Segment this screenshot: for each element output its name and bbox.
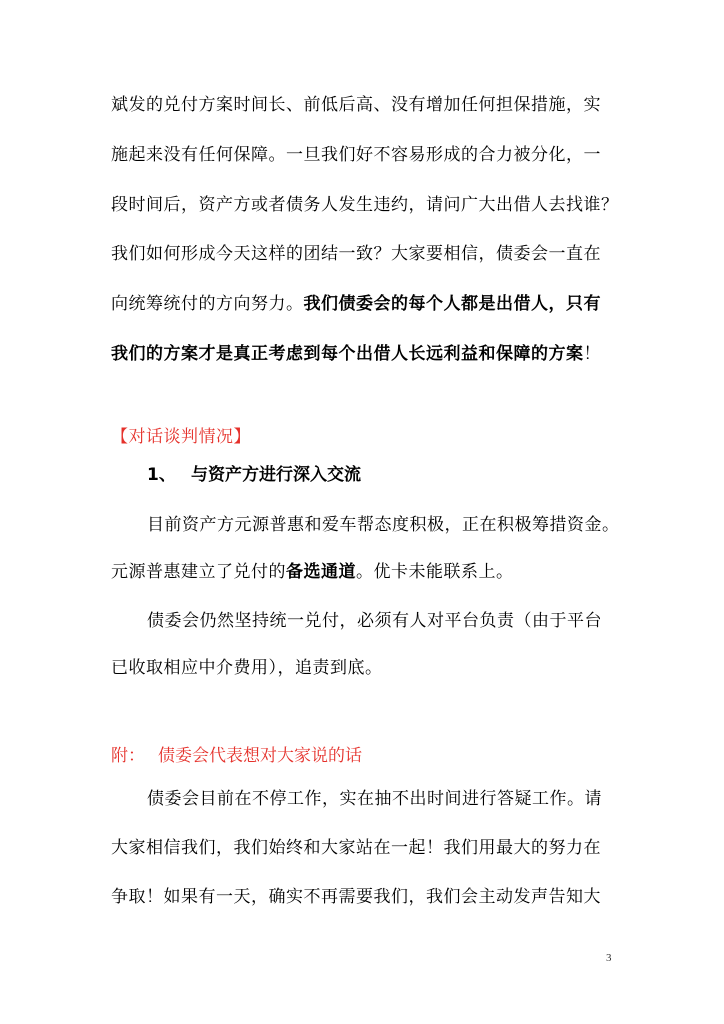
paragraph-text: 元源普惠建立了兑付的 <box>111 562 286 582</box>
paragraph-line <box>111 560 514 584</box>
paragraph-line: 我们如何形成今天这样的团结一致？大家要相信，债委会一直在 <box>111 244 601 264</box>
emphasis-text: 我们债委会的每个人都是出借人，只有 <box>303 294 601 314</box>
emphasis-text: 备选通道 <box>286 562 356 582</box>
paragraph-line: 债委会目前在不停工作，实在抽不出时间进行答疑工作。请 <box>147 789 602 809</box>
page-number: 3 <box>606 952 612 964</box>
paragraph-text: ！ <box>583 344 601 364</box>
section-title: 【对话谈判情况】 <box>111 427 251 447</box>
paragraph-line: 大家相信我们，我们始终和大家站在一起！我们用最大的努力在 <box>111 838 601 858</box>
paragraph-line: 债委会仍然坚持统一兑付，必须有人对平台负责（由于平台 <box>147 611 602 631</box>
appendix-title: 债委会代表想对大家说的话 <box>158 746 362 766</box>
paragraph-line: 目前资产方元源普惠和爱车帮态度积极，正在积极筹措资金。 <box>147 515 620 535</box>
paragraph-line: 斌发的兑付方案时间长、前低后高、没有增加任何担保措施，实 <box>111 95 601 115</box>
paragraph-line: 施起来没有任何保障。一旦我们好不容易形成的合力被分化，一 <box>111 145 601 165</box>
item-number: 1、 <box>147 465 176 485</box>
paragraph-line <box>111 342 601 366</box>
paragraph-line <box>111 292 601 316</box>
paragraph-line: 已收取相应中介费用），追责到底。 <box>111 658 383 678</box>
paragraph-text: 向统筹统付的方向努力。 <box>111 294 304 314</box>
paragraph-line: 争取！如果有一天，确实不再需要我们，我们会主动发声告知大 <box>111 887 601 907</box>
item-title: 与资产方进行深入交流 <box>191 465 361 485</box>
appendix-label: 附： <box>111 746 145 766</box>
paragraph-text: 。优卡未能联系上。 <box>356 562 514 582</box>
paragraph-line: 段时间后，资产方或者债务人发生违约，请问广大出借人去找谁？ <box>111 195 619 215</box>
emphasis-text: 我们的方案才是真正考虑到每个出借人长远利益和保障的方案 <box>111 344 584 364</box>
